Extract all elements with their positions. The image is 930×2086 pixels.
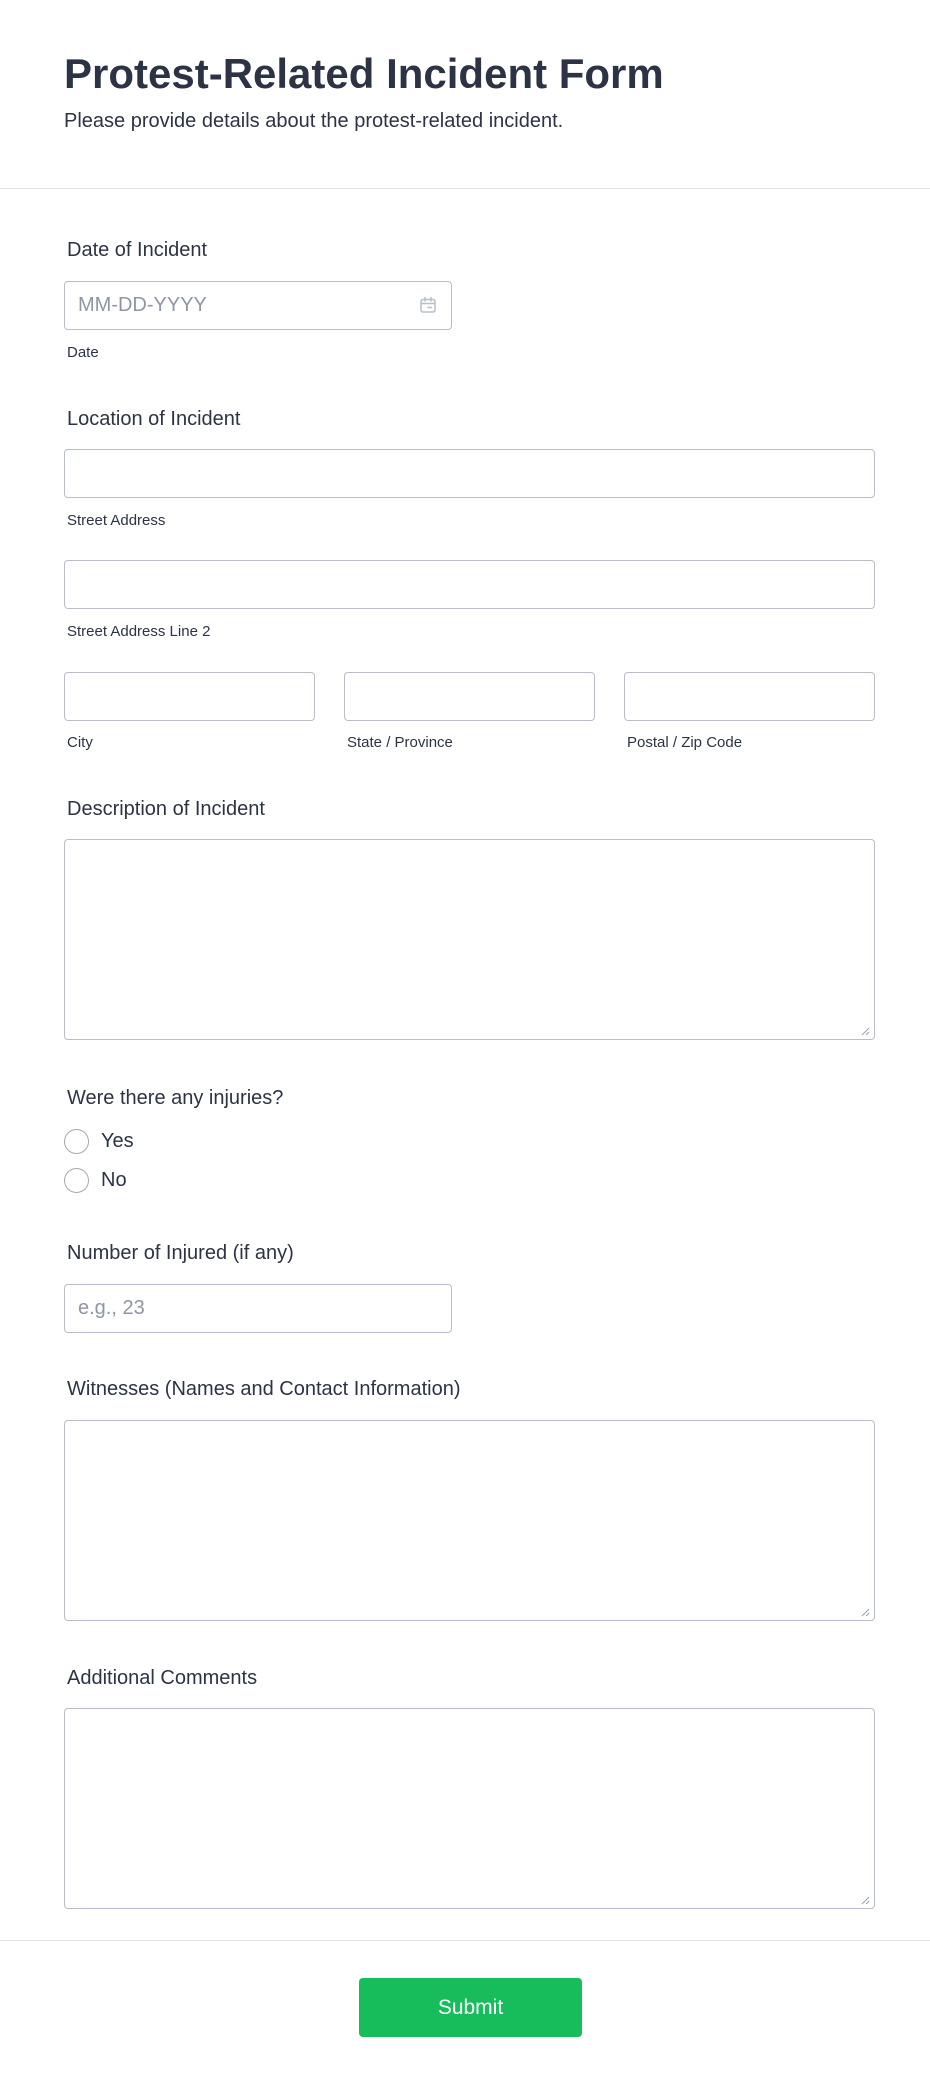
state-sublabel: State / Province [347,734,453,751]
radio-no-label: No [101,1168,127,1191]
injured-count-input[interactable] [64,1284,452,1333]
footer-divider [0,1940,930,1941]
zip-input[interactable] [624,672,875,721]
street-address-sublabel: Street Address [67,512,166,529]
street-address-line2-input[interactable] [64,560,875,609]
page-title: Protest-Related Incident Form [64,50,664,97]
radio-yes[interactable] [64,1129,89,1154]
submit-button[interactable]: Submit [359,1978,582,2037]
date-input[interactable] [64,281,452,330]
city-sublabel: City [67,734,93,751]
date-label: Date of Incident [67,239,208,261]
comments-textarea[interactable] [64,1708,875,1909]
comments-label: Additional Comments [67,1667,258,1689]
date-sublabel: Date [67,344,99,361]
street-address-input[interactable] [64,449,875,498]
witnesses-label: Witnesses (Names and Contact Information) [67,1378,461,1400]
page-subtitle: Please provide details about the protest-related incident. [64,110,564,132]
form-header [0,0,930,189]
street-address-line2-sublabel: Street Address Line 2 [67,623,211,640]
resize-handle-icon[interactable] [860,1895,870,1905]
city-input[interactable] [64,672,315,721]
state-input[interactable] [344,672,595,721]
radio-no[interactable] [64,1168,89,1193]
radio-option-yes[interactable] [64,1128,134,1154]
description-label: Description of Incident [67,798,265,820]
calendar-icon[interactable] [419,296,437,314]
location-label: Location of Incident [67,408,241,430]
zip-sublabel: Postal / Zip Code [627,734,743,751]
witnesses-textarea[interactable] [64,1420,875,1621]
injuries-label: Were there any injuries? [67,1087,284,1109]
resize-handle-icon[interactable] [860,1607,870,1617]
radio-yes-label: Yes [101,1129,134,1152]
description-textarea[interactable] [64,839,875,1040]
radio-option-no[interactable] [64,1167,127,1193]
injured-count-label: Number of Injured (if any) [67,1242,294,1264]
resize-handle-icon[interactable] [860,1026,870,1036]
